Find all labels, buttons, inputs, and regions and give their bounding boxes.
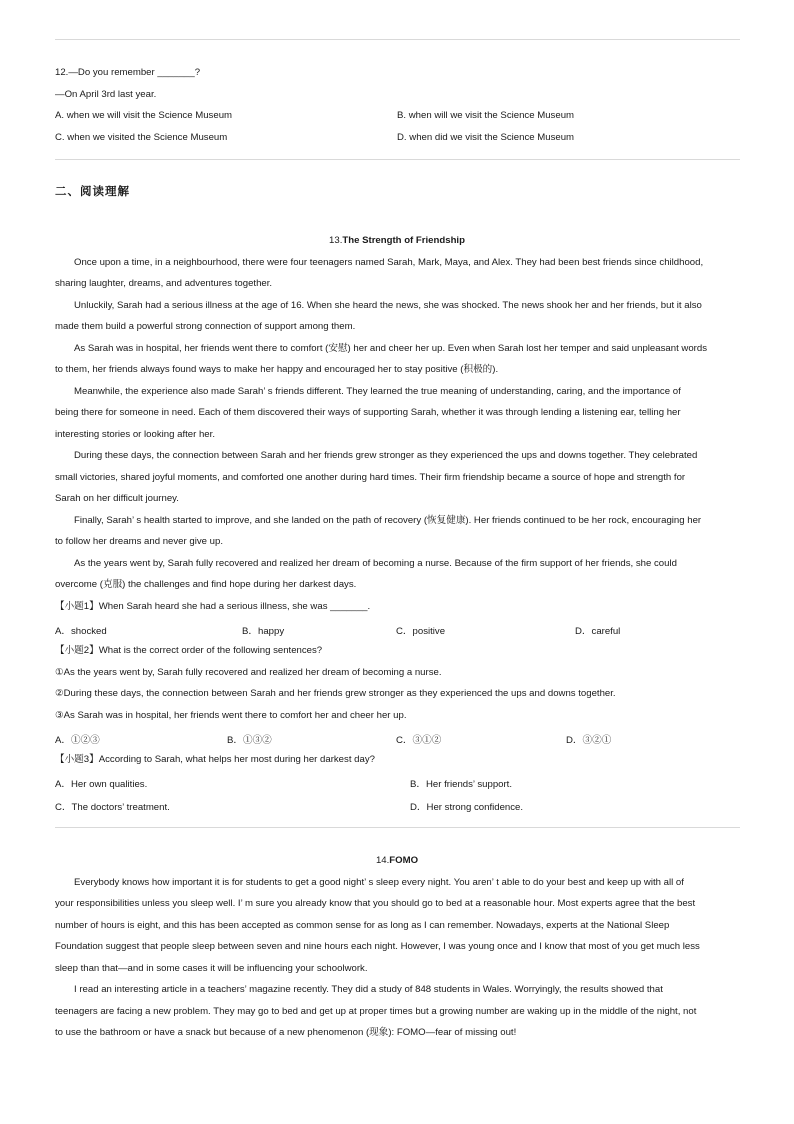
- passage-line: Foundation suggest that people sleep between seven and nine hours each night. However, I was young once and I know that most of you get much less: [55, 941, 700, 952]
- sub-question-1-option-d: D．careful: [575, 626, 621, 637]
- passage-line: made them build a powerful strong connection of support among them.: [55, 321, 356, 332]
- divider: [55, 39, 740, 40]
- passage-line: As Sarah was in hospital, her friends went there to comfort (安慰) her and cheer her up. Even when Sarah lost her temper and said unpleasant words: [74, 343, 707, 354]
- passage-line: overcome (克服) the challenges and find hope during her darkest days.: [55, 579, 357, 590]
- sub-question-2-sentence-2: ②During these days, the connection between Sarah and her friends grew stronger as they experienced the ups and downs together.: [55, 688, 616, 699]
- sub-question-2-sentence-1: ①As the years went by, Sarah fully recovered and realized her dream of becoming a nurse.: [55, 667, 442, 678]
- q12-reply: —On April 3rd last year.: [55, 89, 157, 100]
- q12-stem: 12.—Do you remember _______?: [55, 67, 201, 78]
- sub-question-2-stem: 【小题2】What is the correct order of the following sentences?: [55, 645, 323, 656]
- passage-line: teenagers are facing a new problem. They may go to bed and get up at proper times but a growing number are waking up in the middle of the night, not: [55, 1006, 697, 1017]
- passage-title-text: The Strength of Friendship: [342, 235, 465, 246]
- sub-question-1-option-b: B．happy: [242, 626, 285, 637]
- sub-question-2-option-c: C．③①②: [396, 735, 442, 746]
- sub-question-3-option-b: B．Her friends’ support.: [410, 779, 513, 790]
- passage-line: Sarah on her difficult journey.: [55, 493, 179, 504]
- divider: [55, 159, 740, 160]
- sub-question-1-option-a: A．shocked: [55, 626, 107, 637]
- q12-option-a: A. when we will visit the Science Museum: [55, 110, 233, 121]
- passage-title-text: FOMO: [389, 855, 419, 866]
- q12-option-b: B. when will we visit the Science Museum: [397, 110, 575, 121]
- passage-line: to them, her friends always found ways to make her happy and encouraged her to stay positive (积极的).: [55, 364, 499, 375]
- question-number: 13.: [329, 235, 343, 246]
- sub-question-2-sentence-3: ③As Sarah was in hospital, her friends went there to comfort her and cheer her up.: [55, 710, 407, 721]
- sub-question-2-option-a: A．①②③: [55, 735, 100, 746]
- sub-question-1-option-c: C．positive: [396, 626, 446, 637]
- sub-question-1-stem: 【小题1】When Sarah heard she had a serious illness, she was _______.: [55, 601, 371, 612]
- q12-option-c: C. when we visited the Science Museum: [55, 132, 228, 143]
- passage-line: to use the bathroom or have a snack but because of a new phenomenon (现象): FOMO—fear of missing out!: [55, 1027, 517, 1038]
- passage-line: to follow her dreams and never give up.: [55, 536, 223, 547]
- sub-question-2-option-b: B．①③②: [227, 735, 272, 746]
- sub-question-3-option-a: A．Her own qualities.: [55, 779, 148, 790]
- question-number: 14.: [375, 855, 390, 866]
- passage-line: your responsibilities unless you sleep well. I’ m sure you already know that you should go to bed at a reasonable hour. Most experts agree that the best: [55, 898, 696, 909]
- passage-line: Unluckily, Sarah had a serious illness at the age of 16. When she heard the news, she was shocked. The news shook her and her friends, but it also: [74, 300, 702, 311]
- passage-line: interesting stories or looking after her.: [55, 429, 215, 440]
- sub-question-3-option-d: D．Her strong confidence.: [410, 802, 524, 813]
- passage-line: During these days, the connection between Sarah and her friends grew stronger as they experienced the ups and downs together. They celebrated: [74, 450, 698, 461]
- passage-line: I read an interesting article in a teachers’ magazine recently. They did a study of 848 students in Wales. Worryingly, the results showed that: [74, 984, 663, 995]
- passage-line: Meanwhile, the experience also made Sarah’ s friends different. They learned the true meaning of understanding, caring, and the importance of: [74, 386, 681, 397]
- passage-title: [0, 235, 794, 246]
- divider: [55, 827, 740, 828]
- sub-question-3-stem: 【小题3】According to Sarah, what helps her most during her darkest day?: [55, 754, 375, 765]
- passage-line: As the years went by, Sarah fully recovered and realized her dream of becoming a nurse. Because of the firm support of her friends, she could: [74, 558, 677, 569]
- passage-line: Finally, Sarah’ s health started to improve, and she landed on the path of recovery (恢复健康). Her friends continued to be her rock, encouraging her: [74, 515, 702, 526]
- passage-line: Once upon a time, in a neighbourhood, there were four teenagers named Sarah, Mark, Maya, and Alex. They had been best friends since childhood,: [74, 257, 704, 268]
- passage-line: number of hours is eight, and this has been accepted as common sense for as long as I can remember. Nowadays, experts at the National Sleep: [55, 920, 670, 931]
- passage-line: being there for someone in need. Each of them discovered their ways of supporting Sarah, whether it was through lending a listening ear, telling her: [55, 407, 681, 418]
- q12-option-d: D. when did we visit the Science Museum: [397, 132, 575, 143]
- passage-line: small victories, shared joyful moments, and comforted one another during hard times. Their firm friendship became a source of hope and strength for: [55, 472, 686, 483]
- section-heading: 二、阅读理解: [55, 184, 130, 198]
- sub-question-3-option-c: C．The doctors’ treatment.: [55, 802, 170, 813]
- passage-line: sleep than that—and in some cases it will be influencing your schoolwork.: [55, 963, 368, 974]
- sub-question-2-option-d: D．③②①: [566, 735, 612, 746]
- passage-line: Everybody knows how important it is for students to get a good night’ s sleep every night. You aren’ t able to do your best and keep up with all of: [74, 877, 684, 888]
- passage-line: sharing laughter, dreams, and adventures together.: [55, 278, 273, 289]
- passage-title: [0, 855, 794, 866]
